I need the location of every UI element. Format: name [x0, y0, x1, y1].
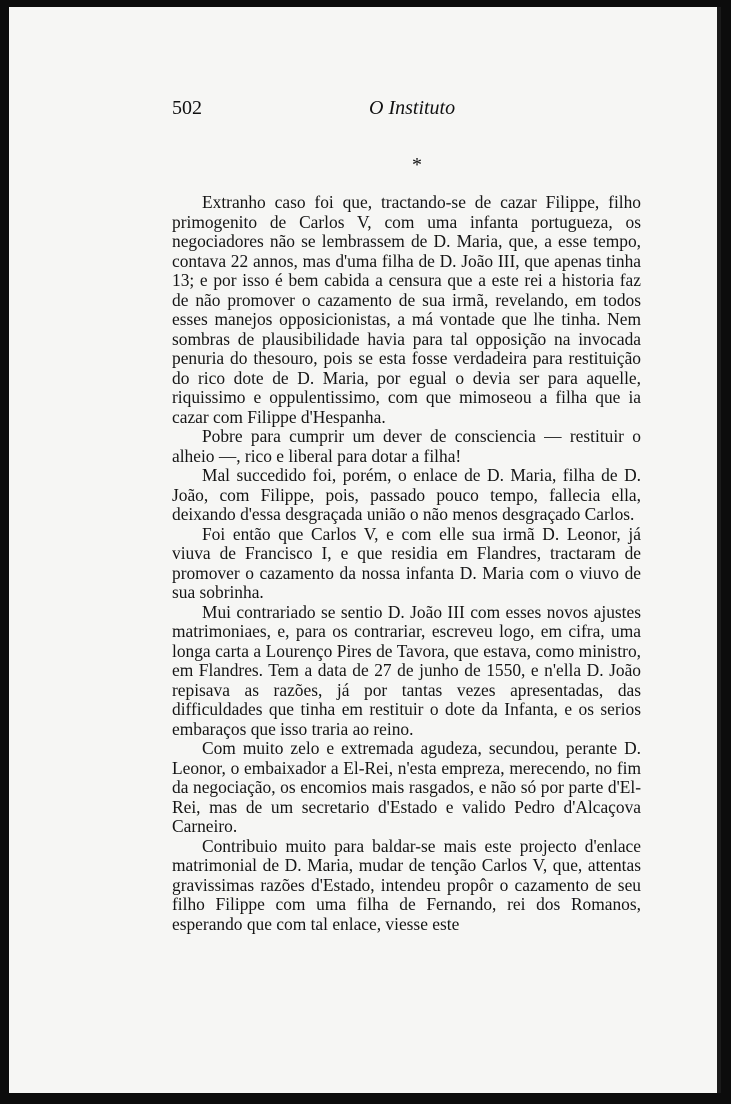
body-text: [172, 193, 641, 934]
page-header: [9, 97, 717, 123]
page-number: 502: [172, 97, 202, 119]
section-break-asterisk: *: [412, 154, 422, 176]
paragraph: Pobre para cumprir um dever de consciencia — restituir o alheio —, rico e liberal para dotar a filha!: [172, 426, 641, 466]
paragraph: Com muito zelo e extremada agudeza, secundou, perante D. Leonor, o embaixador a El-Rei, n'esta empreza, merecendo, no fim da negociação, os encomios mais rasgados, e não só por parte d'El-Rei, mas de um secretario d'Estado e valido Pedro d'Alcaçova Carneiro.: [172, 738, 641, 836]
paragraph: Contribuio muito para baldar-se mais este projecto d'enlace matrimonial de D. Maria, mudar de tenção Carlos V, que, attentas gravissimas razões d'Estado, intendeu propôr o cazamento de seu filho Filippe com uma filha de Fernando, rei dos Romanos, esperando que com tal enlace, viesse este: [172, 835, 641, 934]
paragraph: Foi então que Carlos V, e com elle sua irmã D. Leonor, já viuva de Francisco I, e que residia em Flandres, tractaram de promover o cazamento da nossa infanta D. Maria com o viuvo de sua sobrinha.: [172, 523, 641, 602]
running-title: O Instituto: [369, 97, 456, 119]
paragraph: Mal succedido foi, porém, o enlace de D. Maria, filha de D. João, com Filippe, pois, passado pouco tempo, fallecia ella, deixando d'essa desgraçada união o não menos desgraçado Carlos.: [172, 465, 641, 524]
paragraph: Mui contrariado se sentio D. João III com esses novos ajustes matrimoniaes, e, para os contrariar, escreveu logo, em cifra, uma longa carta a Lourenço Pires de Tavora, que estava, como ministro, em Flandres. Tem a data de 27 de junho de 1550, e n'ella D. João repisava as razões, já por tantas vezes apresentadas, das difficuldades que tinha em restituir o dote da Infanta, e os serios embaraços que isso traria ao reino.: [172, 601, 641, 739]
book-page: [9, 7, 721, 1093]
paragraph: Extranho caso foi que, tractando-se de cazar Filippe, filho primogenito de Carlos V, com uma infanta portugueza, os negociadores não se lembrassem de D. Maria, que, a esse tempo, contava 22 annos, mas d'uma filha de D. João III, que apenas tinha 13; e por isso é bem cabida a censura que a este rei a historia faz de não promover o cazamento de sua irmã, revelando, em todos esses manejos opposicionistas, a má vontade que lhe tinha. Nem sombras de plausibilidade havia para tal opposição na invocada penuria do thesouro, pois se esta fosse verdadeira para restituição do rico dote de D. Maria, por egual o devia ser para aquelle, riquissimo e oppulentissimo, com que mimoseou a filha que ia cazar com Filippe d'Hespanha.: [172, 192, 641, 427]
